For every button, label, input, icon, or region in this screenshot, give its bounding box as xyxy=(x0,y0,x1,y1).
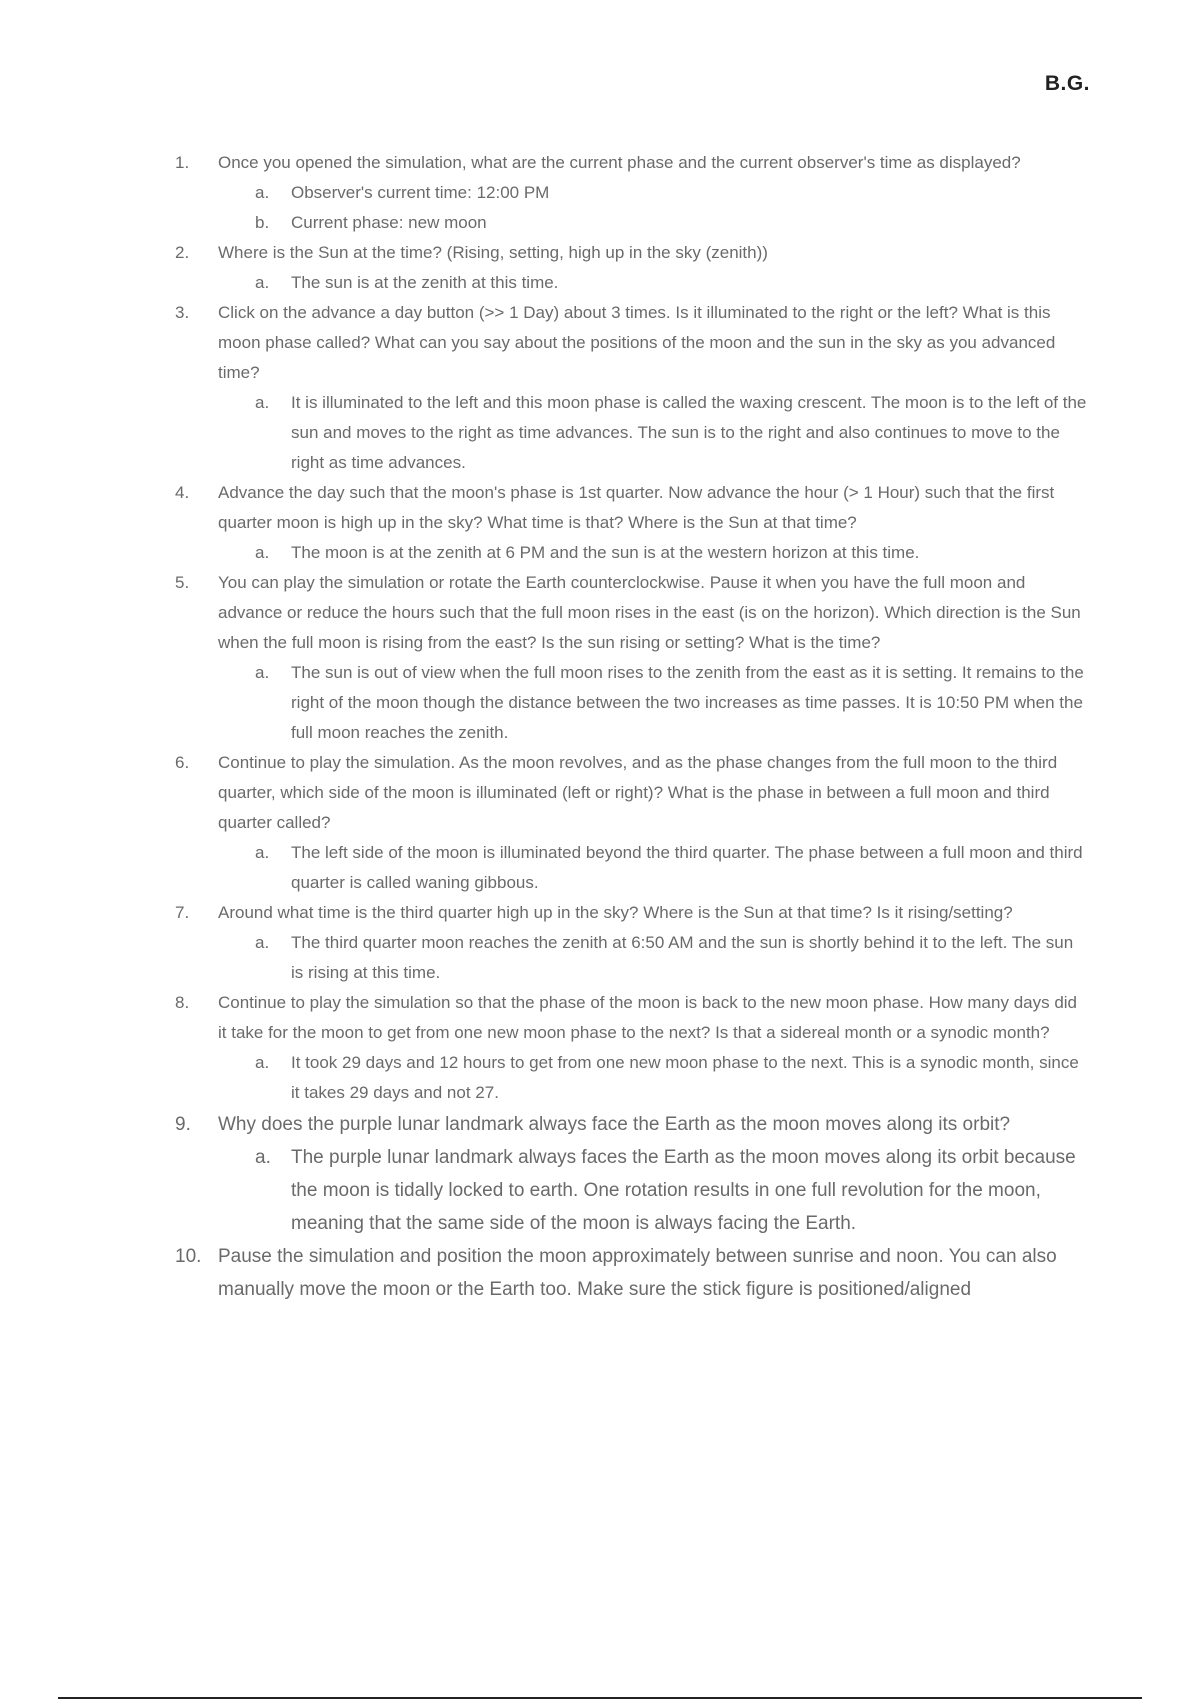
answer-letter: a. xyxy=(255,1147,271,1168)
answer-item xyxy=(218,388,1090,478)
answer-letter: a. xyxy=(255,183,270,202)
answer-letter: a. xyxy=(255,663,270,682)
answer-item xyxy=(218,838,1090,898)
answer-item xyxy=(218,538,1090,568)
question-number: 6. xyxy=(175,753,190,772)
question-text: Continue to play the simulation. As the moon revolves, and as the phase changes from the full moon to the third quarter, which side of the moon is illuminated (left or right)? What is the phase in between a full moon and third quarter called? xyxy=(218,753,1058,832)
question-number: 8. xyxy=(175,993,190,1012)
question-number: 2. xyxy=(175,243,190,262)
answer-list xyxy=(218,658,1090,748)
question-item xyxy=(175,748,1090,898)
answer-letter: a. xyxy=(255,843,270,862)
answer-list xyxy=(218,268,1090,298)
question-text: You can play the simulation or rotate the Earth counterclockwise. Pause it when you have the full moon and advance or reduce the hours such that the full moon rises in the east (is on the horizon). Which direction is the Sun when the full moon is rising from the east? Is the sun rising or setting? What is the time? xyxy=(218,573,1081,652)
answer-list xyxy=(218,538,1090,568)
question-number: 1. xyxy=(175,153,190,172)
answer-text: The purple lunar landmark always faces the Earth as the moon moves along its orbit because the moon is tidally locked to earth. One rotation results in one full revolution for the moon, meaning that the same side of the moon is always facing the Earth. xyxy=(291,1147,1076,1234)
footer-divider xyxy=(58,1697,1142,1699)
question-text: Advance the day such that the moon's phase is 1st quarter. Now advance the hour (> 1 Hour) such that the first quarter moon is high up in the sky? What time is that? Where is the Sun at that time? xyxy=(218,483,1055,532)
question-number: 7. xyxy=(175,903,190,922)
question-number: 4. xyxy=(175,483,190,502)
question-number: 9. xyxy=(175,1114,191,1135)
question-number: 5. xyxy=(175,573,190,592)
author-initials: B.G. xyxy=(1044,72,1090,95)
answer-text: Current phase: new moon xyxy=(291,213,487,232)
answer-text: The moon is at the zenith at 6 PM and the sun is at the western horizon at this time. xyxy=(291,543,920,562)
question-item xyxy=(175,238,1090,298)
question-text: Where is the Sun at the time? (Rising, setting, high up in the sky (zenith)) xyxy=(218,243,768,262)
answer-text: It took 29 days and 12 hours to get from one new moon phase to the next. This is a synodic month, since it takes 29 days and not 27. xyxy=(291,1053,1079,1102)
answer-letter: a. xyxy=(255,1053,270,1072)
question-text: Continue to play the simulation so that the phase of the moon is back to the new moon phase. How many days did it take for the moon to get from one new moon phase to the next? Is that a sidereal month or a synodic month? xyxy=(218,993,1078,1042)
answer-text: The third quarter moon reaches the zenith at 6:50 AM and the sun is shortly behind it to the left. The sun is rising at this time. xyxy=(291,933,1074,982)
answer-letter: a. xyxy=(255,273,270,292)
answer-item xyxy=(218,208,1090,238)
answer-text: The left side of the moon is illuminated beyond the third quarter. The phase between a full moon and third quarter is called waning gibbous. xyxy=(291,843,1083,892)
answer-item xyxy=(218,1048,1090,1108)
question-item xyxy=(175,148,1090,238)
question-text: Click on the advance a day button (>> 1 Day) about 3 times. Is it illuminated to the right or the left? What is this moon phase called? What can you say about the positions of the moon and the sun in the sky as you advanced time? xyxy=(218,303,1056,382)
answer-letter: a. xyxy=(255,393,270,412)
answer-letter: a. xyxy=(255,543,270,562)
answer-item xyxy=(218,268,1090,298)
answer-list xyxy=(218,838,1090,898)
question-number: 3. xyxy=(175,303,190,322)
answer-list xyxy=(218,1141,1090,1240)
question-text: Why does the purple lunar landmark always face the Earth as the moon moves along its orbit? xyxy=(218,1114,1011,1135)
answer-item xyxy=(218,178,1090,208)
answer-item xyxy=(218,1141,1090,1240)
answer-text: The sun is out of view when the full moon rises to the zenith from the east as it is setting. It remains to the right of the moon though the distance between the two increases as time passes. It is 10:50 PM when the full moon reaches the zenith. xyxy=(291,663,1084,742)
answer-list xyxy=(218,928,1090,988)
answer-item xyxy=(218,658,1090,748)
answer-list xyxy=(218,1048,1090,1108)
question-list xyxy=(175,148,1090,1306)
question-item xyxy=(175,1240,1090,1306)
answer-letter: a. xyxy=(255,933,270,952)
question-item xyxy=(175,1108,1090,1240)
question-text: Once you opened the simulation, what are the current phase and the current observer's time as displayed? xyxy=(218,153,1021,172)
question-item xyxy=(175,298,1090,478)
question-item xyxy=(175,568,1090,748)
answer-list xyxy=(218,178,1090,238)
answer-list xyxy=(218,388,1090,478)
answer-letter: b. xyxy=(255,213,270,232)
question-item xyxy=(175,478,1090,568)
question-item xyxy=(175,898,1090,988)
question-item xyxy=(175,988,1090,1108)
question-number: 10. xyxy=(175,1246,202,1267)
answer-item xyxy=(218,928,1090,988)
question-text: Pause the simulation and position the moon approximately between sunrise and noon. You can also manually move the moon or the Earth too. Make sure the stick figure is positioned/aligned xyxy=(218,1246,1057,1300)
question-text: Around what time is the third quarter high up in the sky? Where is the Sun at that time? Is it rising/setting? xyxy=(218,903,1013,922)
answer-text: The sun is at the zenith at this time. xyxy=(291,273,559,292)
answer-text: It is illuminated to the left and this moon phase is called the waxing crescent. The moon is to the left of the sun and moves to the right as time advances. The sun is to the right and also continues to move to the right as time advances. xyxy=(291,393,1087,472)
answer-text: Observer's current time: 12:00 PM xyxy=(291,183,550,202)
